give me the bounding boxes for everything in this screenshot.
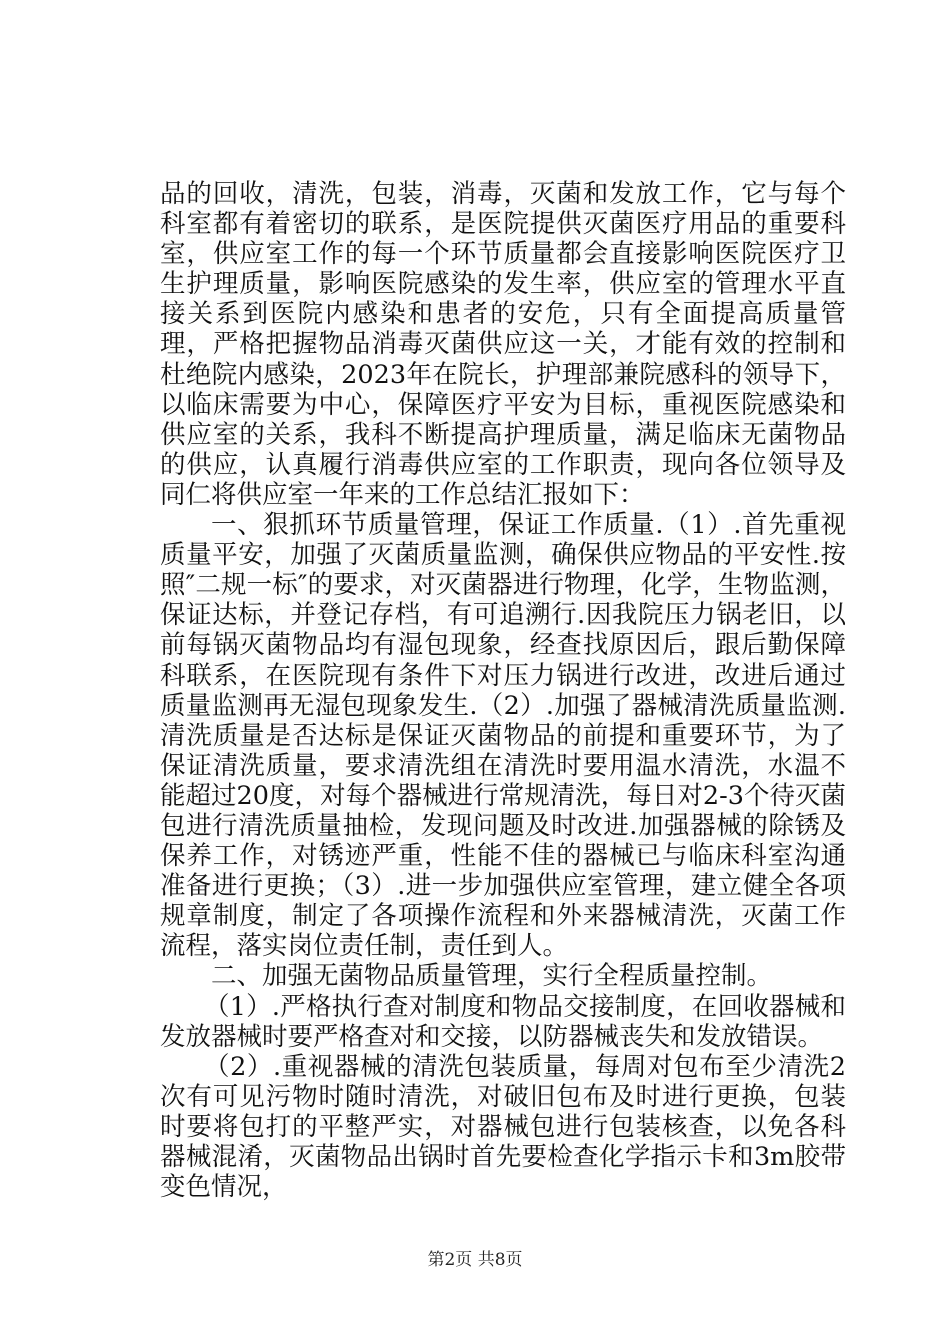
paragraph-section-two-heading: 二、加强无菌物品质量管理，实行全程质量控制。 <box>211 961 773 992</box>
paragraph-section-one: 一、狠抓环节质量管理，保证工作质量.（1）.首先重视质量平安，加强了灭菌质量监测，确保供应物品的平安性.按照″二规一标″的要求，对灭菌器进行物理，化学，生物监测，保证达标，并登记存档，有可追溯行.因我院压力锅老旧，以前每锅灭菌物品均有湿包现象，经查找原因后，跟后勤保障科联系，在医院现有条件下对压力锅进行改进，改进后通过质量监测再无湿包现象发生.（2）.加强了器械清洗质量监测.清洗质量是否达标是保证灭菌物品的前提和重要环节，为了保证清洗质量，要求清洗组在清洗时要用温水清洗，水温不能超过20度，对每个器械进行常规清洗，每日对2-3个待灭菌包进行清洗质量抽检，发现问题及时改进.加强器械的除锈及保养工作，对锈迹严重，性能不佳的器械已与临床科室沟通准备进行更换；（3）.进一步加强供应室管理，建立健全各项规章制度，制定了各项操作流程和外来器械清洗，灭菌工作流程，落实岗位责任制，责任到人。 <box>160 510 846 962</box>
paragraph-item-one: （1）.严格执行查对制度和物品交接制度，在回收器械和发放器械时要严格查对和交接，以防器械丧失和发放错误。 <box>160 991 846 1052</box>
paragraph-intro-continued: 品的回收，清洗，包装，消毒，灭菌和发放工作，它与每个科室都有着密切的联系，是医院提供灭菌医疗用品的重要科室，供应室工作的每一个环节质量都会直接影响医院医疗卫生护理质量，影响医院感染的发生率，供应室的管理水平直接关系到医院内感染和患者的安危，只有全面提高质量管理，严格把握物品消毒灭菌供应这一关，才能有效的控制和杜绝院内感染，2023年在院长，护理部兼院感科的领导下，以临床需要为中心，保障医疗平安为目标，重视医院感染和供应室的关系，我科不断提高护理质量，满足临床无菌物品的供应，认真履行消毒供应室的工作职责，现向各位领导及同仁将供应室一年来的工作总结汇报如下： <box>160 179 846 510</box>
page-number-footer: 第2页 共8页 <box>427 1250 523 1270</box>
paragraph-item-two: （2）.重视器械的清洗包装质量，每周对包布至少清洗2次有可见污物时随时清洗，对破旧包布及时进行更换，包装时要将包打的平整严实，对器械包进行包装核查，以免各科器械混淆，灭菌物品出锅时首先要检查化学指示卡和3m胶带变色情况， <box>160 1051 846 1203</box>
document-body <box>160 179 846 1202</box>
